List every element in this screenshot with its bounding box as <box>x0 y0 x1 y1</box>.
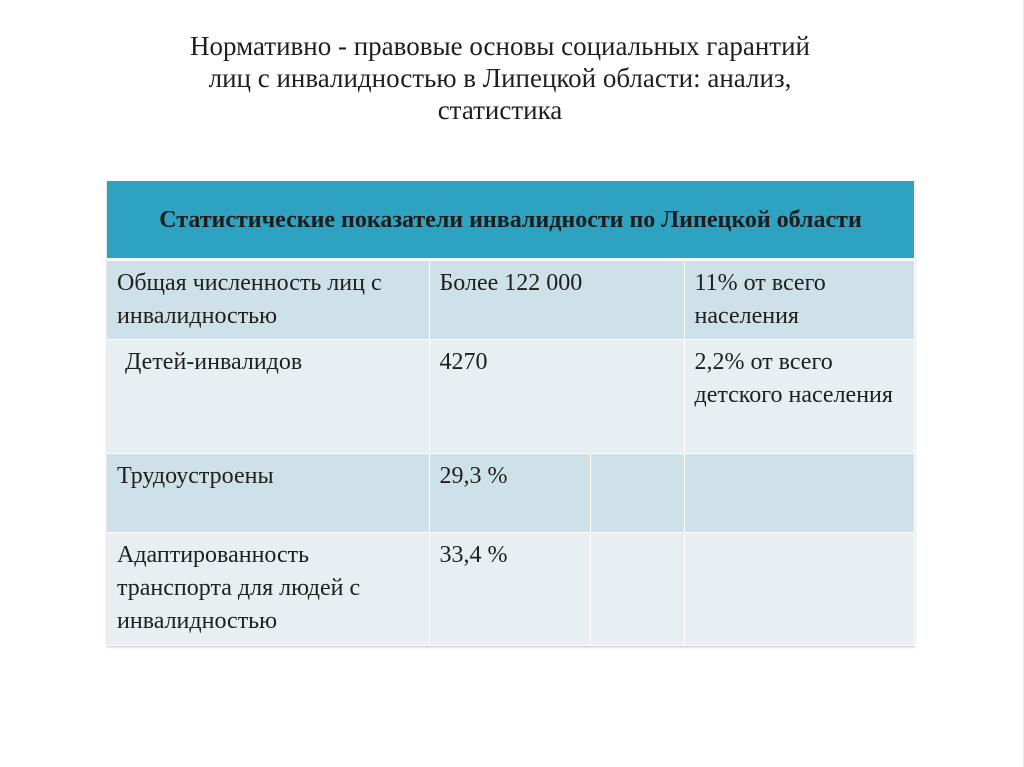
table-row <box>107 340 914 454</box>
table-header-row <box>107 181 914 260</box>
row-note: 11% от всего населения <box>684 260 914 340</box>
row-value: 33,4 % <box>429 533 590 646</box>
table-header: Статистические показатели инвалидности по Липецкой области <box>107 181 914 260</box>
statistics-table <box>107 181 915 646</box>
table-row <box>107 454 914 533</box>
row-note <box>684 454 914 533</box>
slide-title-line-3: статистика <box>437 95 563 125</box>
row-note <box>684 533 914 646</box>
row-value: 29,3 % <box>429 454 590 533</box>
row-label: Трудоустроены <box>107 454 429 533</box>
slide-title-line-1: Нормативно - правовые основы социальных гарантий <box>190 31 810 61</box>
row-label: Общая численность лиц с инвалидностью <box>107 260 429 340</box>
table-row <box>107 533 914 646</box>
row-extra <box>590 533 684 646</box>
slide-title <box>100 30 900 126</box>
slide-title-line-2: лиц с инвалидностью в Липецкой области: анализ, <box>208 63 792 93</box>
row-label: Адаптированность транспорта для людей с инвалидностью <box>107 533 429 646</box>
row-value: Более 122 000 <box>429 260 684 340</box>
row-note: 2,2% от всего детского населения <box>684 340 914 454</box>
row-label: Детей-инвалидов <box>107 340 429 454</box>
row-value: 4270 <box>429 340 684 454</box>
table-row <box>107 260 914 340</box>
row-extra <box>590 454 684 533</box>
